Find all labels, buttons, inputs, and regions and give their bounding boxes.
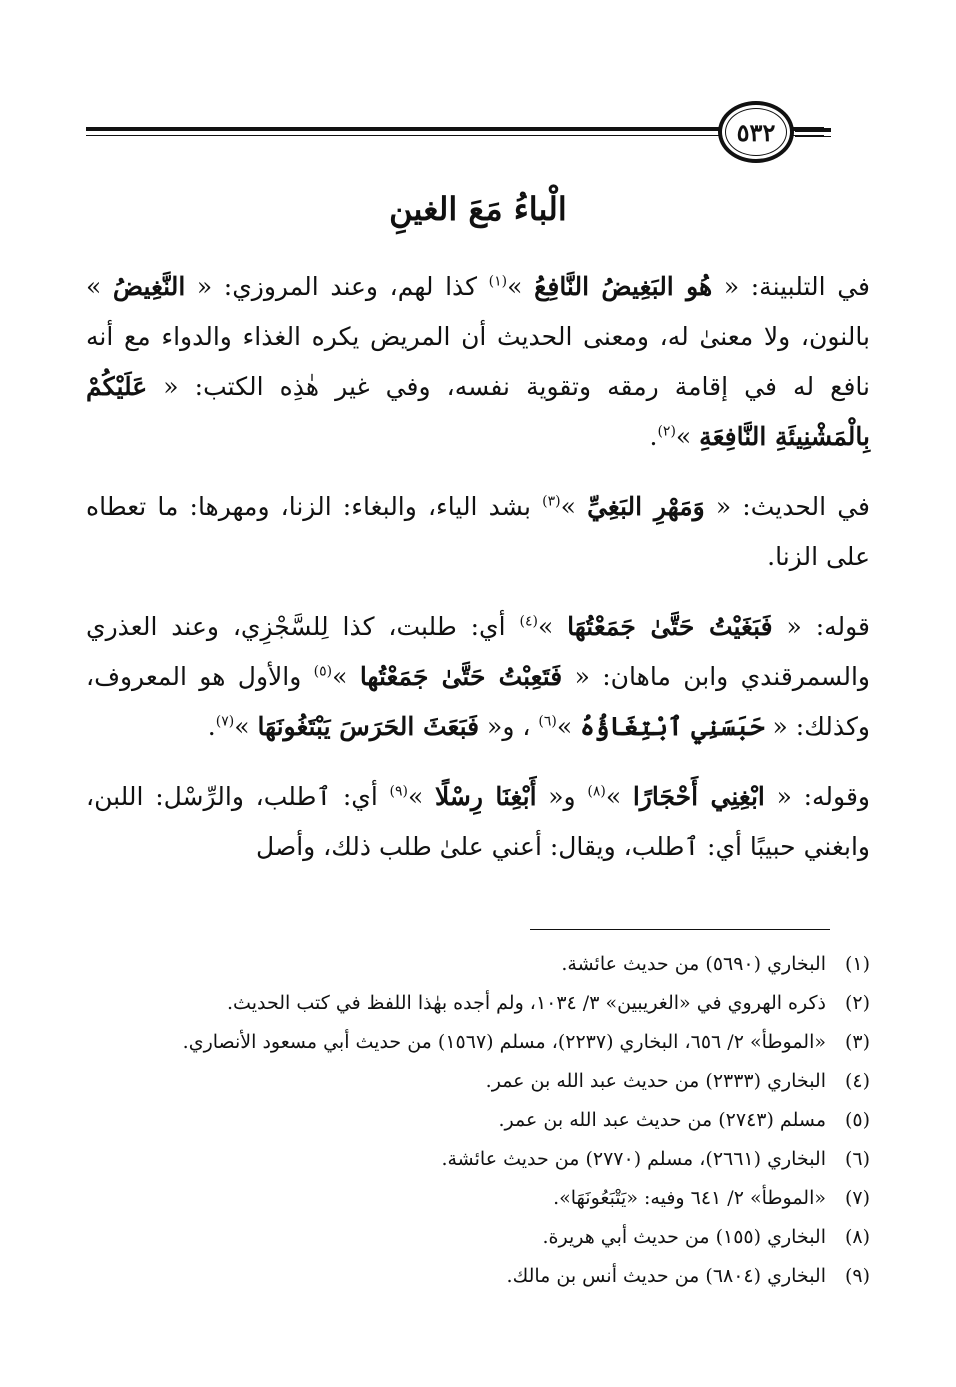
text-run: أي: طلبت، كذا لِلسَّجْزِي، وعند العذري والسمرقندي وابن ماهان: « bbox=[86, 612, 870, 691]
footnote-ref[interactable]: (٦) bbox=[538, 713, 557, 730]
text-run: بشد الياء، والبغاء: الزنا، ومهرها: ما تعطاه على الزنا. bbox=[86, 492, 870, 571]
paragraph bbox=[86, 482, 870, 582]
text-run: » bbox=[560, 492, 588, 521]
footnote-text: «الموطأ» ٢/ ٦٥٦، البخاري (٢٢٣٧)، مسلم (١٥٦٧) من حديث أبي مسعود الأنصاري. bbox=[182, 1031, 826, 1053]
footnote-text: ذكره الهروي في «الغريبين» ٣/ ١٠٣٤، ولم أجده بهٰذا اللفظ في كتب الحديث. bbox=[227, 992, 826, 1014]
quoted-term: ابْغِنِي أَحْجَارًا bbox=[632, 782, 765, 811]
footnote-number: (٣) bbox=[844, 1031, 870, 1053]
page-header bbox=[86, 100, 824, 164]
page-number: ٥٣٢ bbox=[736, 117, 776, 147]
quoted-term: فَتَعِبْتُ حَتَّىٰ جَمَعْتُها bbox=[359, 662, 563, 691]
footnote-item bbox=[86, 945, 870, 984]
text-run: » bbox=[407, 782, 435, 811]
text-run: » بالنون، ولا معنىٰ له، ومعنى الحديث أن المريض يكره الغذاء والدواء مع أنه نافع له في إقامة رمقه وتقوية نفسه، وفي غير هٰذِه الكتب: « bbox=[86, 272, 870, 401]
footnote-number: (٧) bbox=[844, 1187, 870, 1209]
footnote-item bbox=[86, 1140, 870, 1179]
text-run: » bbox=[675, 422, 700, 451]
footnote-ref[interactable]: (١) bbox=[488, 273, 508, 290]
footnote-ref[interactable]: (٨) bbox=[587, 783, 606, 800]
footnote-text: مسلم (٢٧٤٣) من حديث عبد الله بن عمر. bbox=[498, 1109, 826, 1131]
quoted-term: النَّغِيضُ bbox=[112, 272, 186, 301]
quoted-term: فَبَعَثَ الحَرَسَ يَبْتَغُونَهَا bbox=[257, 712, 480, 741]
quoted-term: فَبَغَيْتُ حَتَّىٰ جَمَعْتُهَا bbox=[567, 612, 773, 641]
text-run: وقوله: « bbox=[764, 782, 870, 811]
paragraph bbox=[86, 602, 870, 752]
text-run: والأول هو المعروف، وكذلك: « bbox=[86, 662, 870, 741]
text-run: » bbox=[332, 662, 360, 691]
footnote-text: البخاري (٢٣٣٣) من حديث عبد الله بن عمر. bbox=[485, 1070, 826, 1092]
footnote-ref[interactable]: (٢) bbox=[657, 423, 676, 440]
footnote-ref[interactable]: (٣) bbox=[542, 493, 561, 510]
page-number-badge bbox=[718, 101, 794, 163]
footnote-item bbox=[86, 1218, 870, 1257]
text-run: . bbox=[649, 422, 658, 451]
footnote-text: البخاري (٦٨٠٤) من حديث أنس بن مالك. bbox=[506, 1265, 826, 1287]
text-run: أي: ٱطلب، والرِّسْل: اللبن، وابغني حبيبًا أي: ٱطلب، ويقال: أعني علىٰ طلب ذلك، وأصل bbox=[86, 782, 870, 861]
paragraph bbox=[86, 772, 870, 872]
footnote-number: (٦) bbox=[844, 1148, 870, 1170]
quoted-term: وَمَهْرِ البَغِيِّ bbox=[587, 492, 705, 521]
quoted-term: أَبْغِنَا رِسْلًا bbox=[434, 782, 537, 811]
footnote-number: (٢) bbox=[844, 992, 870, 1014]
text-run: » bbox=[234, 712, 258, 741]
footnote-item bbox=[86, 1101, 870, 1140]
text-run: . bbox=[207, 712, 216, 741]
text-run: و« bbox=[536, 782, 588, 811]
footnote-ref[interactable]: (٩) bbox=[389, 783, 408, 800]
footnote-item bbox=[86, 1179, 870, 1218]
text-run: » bbox=[556, 712, 581, 741]
header-rule-thick bbox=[86, 127, 824, 131]
footnote-separator bbox=[530, 929, 830, 930]
footnote-number: (٩) bbox=[844, 1265, 870, 1287]
text-run: قوله: « bbox=[772, 612, 871, 641]
section-title: الْباءُ مَعَ الغينِ bbox=[389, 190, 567, 228]
main-text bbox=[86, 262, 870, 892]
footnote-item bbox=[86, 1023, 870, 1062]
footnote-text: «الموطأ» ٢/ ٦٤١ وفيه: «يَتْبَعُونَهَا». bbox=[553, 1187, 826, 1209]
footnote-text: البخاري (٥٦٩٠) من حديث عائشة. bbox=[561, 953, 826, 975]
footnote-item bbox=[86, 1062, 870, 1101]
footnote-ref[interactable]: (٤) bbox=[519, 613, 538, 630]
footnote-text: البخاري (٢٦٦١)، مسلم (٢٧٧٠) من حديث عائشة. bbox=[441, 1148, 826, 1170]
footnote-number: (٤) bbox=[844, 1070, 870, 1092]
quoted-term: حَبَسَنِي ٱبْتِغَاؤُهُ bbox=[580, 712, 765, 741]
footnote-number: (٨) bbox=[844, 1226, 870, 1248]
text-run: ، و« bbox=[479, 712, 539, 741]
text-run: في الحديث: « bbox=[704, 492, 870, 521]
text-run: » bbox=[605, 782, 633, 811]
text-run: » bbox=[507, 272, 535, 301]
footnote-ref[interactable]: (٥) bbox=[313, 663, 333, 680]
quoted-term: عَلَيْكُمْ بِالْمَشْنِيئَةِ النَّافِعَةِ bbox=[86, 372, 870, 451]
footnote-ref[interactable]: (٧) bbox=[215, 713, 235, 730]
footnote-text: البخاري (١٥٥) من حديث أبي هريرة. bbox=[542, 1226, 826, 1248]
footnote-number: (١) bbox=[844, 953, 870, 975]
quoted-term: هُو البَغِيضُ النَّافِعُ bbox=[534, 272, 713, 301]
text-run: في التلبينة: « bbox=[712, 272, 871, 301]
header-rule-thin bbox=[86, 135, 824, 136]
footnote-item bbox=[86, 1257, 870, 1296]
text-run: كذا لهم، وعند المروزي: « bbox=[185, 272, 489, 301]
footnotes-list bbox=[86, 945, 870, 1296]
paragraph bbox=[86, 262, 870, 462]
footnote-item bbox=[86, 984, 870, 1023]
footnote-number: (٥) bbox=[844, 1109, 870, 1131]
text-run: » bbox=[537, 612, 568, 641]
